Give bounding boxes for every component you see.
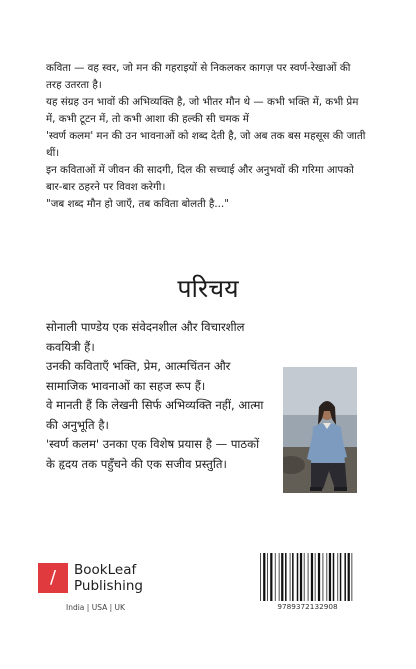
blurb-paragraph: यह संग्रह उन भावों की अभिव्यक्ति है, जो भीतर मौन थे — कभी भक्ति में, कभी प्रेम में, कभी टूटन में, तो कभी आशा की हल्की सी चमक में — [46, 96, 359, 125]
blurb-paragraph: 'स्वर्ण कलम' मन की उन भावनाओं को शब्द देती है, जो अब तक बस महसूस की जाती थीं। — [46, 130, 366, 159]
publisher-name-line2: Publishing — [74, 577, 143, 594]
barcode-bar — [297, 553, 299, 601]
back-cover-blurb — [46, 60, 366, 213]
barcode-bar — [267, 553, 268, 601]
publisher-name — [74, 563, 143, 594]
barcode-bar — [326, 553, 327, 601]
blurb-paragraph: इन कविताओं में जीवन की सादगी, दिल की सच्चाई और अनुभवों की गरिमा आपको बार-बार ठहरने पर विवश करेगी। — [46, 164, 354, 193]
barcode-bar — [308, 553, 309, 601]
barcode-bar — [344, 553, 346, 601]
bio-paragraph: वे मानती हैं कि लेखनी सिर्फ अभिव्यक्ति नहीं, आत्मा की अनुभूति है। — [46, 398, 264, 432]
about-heading: परिचय — [177, 274, 239, 303]
barcode-bar — [279, 553, 280, 601]
author-photo-illustration — [283, 367, 357, 493]
barcode-bar — [340, 553, 342, 601]
barcode-bar — [348, 553, 350, 601]
barcode-bar — [323, 553, 324, 601]
barcode-bar — [263, 553, 265, 601]
barcode-bar — [292, 553, 294, 601]
barcode-bar — [290, 553, 291, 601]
barcode-bar — [285, 553, 287, 601]
bio-paragraph: 'स्वर्ण कलम' उनका एक विशेष प्रयास है — पाठकों के हृदय तक पहुँचने की एक सजीव प्रस्तुति। — [46, 437, 260, 471]
publisher-regions: India | USA | UK — [66, 603, 125, 612]
barcode-bar — [300, 553, 302, 601]
publisher-name-line1: BookLeaf — [74, 562, 137, 578]
author-bio — [46, 318, 271, 474]
barcode-bar — [352, 553, 353, 601]
barcode-bar — [315, 553, 316, 601]
barcode-icon — [258, 553, 357, 601]
barcode-bar — [275, 553, 276, 601]
barcode-bar — [333, 553, 335, 601]
barcode-bar — [260, 553, 261, 601]
barcode-bar — [270, 553, 272, 601]
barcode-bar — [304, 553, 305, 601]
author-photo — [283, 367, 357, 493]
bio-paragraph: उनकी कविताएँ भक्ति, प्रेम, आत्मचिंतन और सामाजिक भावनाओं का सहज रूप हैं। — [46, 359, 231, 393]
barcode-bar — [281, 553, 283, 601]
blurb-paragraph: कविता — वह स्वर, जो मन की गहराइयों से निकलकर कागज़ पर स्वर्ण-रेखाओं की तरह उतरता है। — [46, 62, 351, 91]
barcode-bar — [311, 553, 313, 601]
barcode-bar — [318, 553, 320, 601]
isbn-number: 9789372132908 — [277, 602, 338, 611]
blurb-paragraph: "जब शब्द मौन हो जाएँ, तब कविता बोलती है..." — [46, 198, 229, 210]
bio-paragraph: सोनाली पाण्डेय एक संवेदनशील और विचारशील कवयित्री हैं। — [46, 320, 245, 354]
publisher-logo-mark: / — [38, 563, 68, 593]
barcode-bar — [329, 553, 331, 601]
isbn-barcode — [258, 553, 357, 601]
barcode-bar — [337, 553, 338, 601]
